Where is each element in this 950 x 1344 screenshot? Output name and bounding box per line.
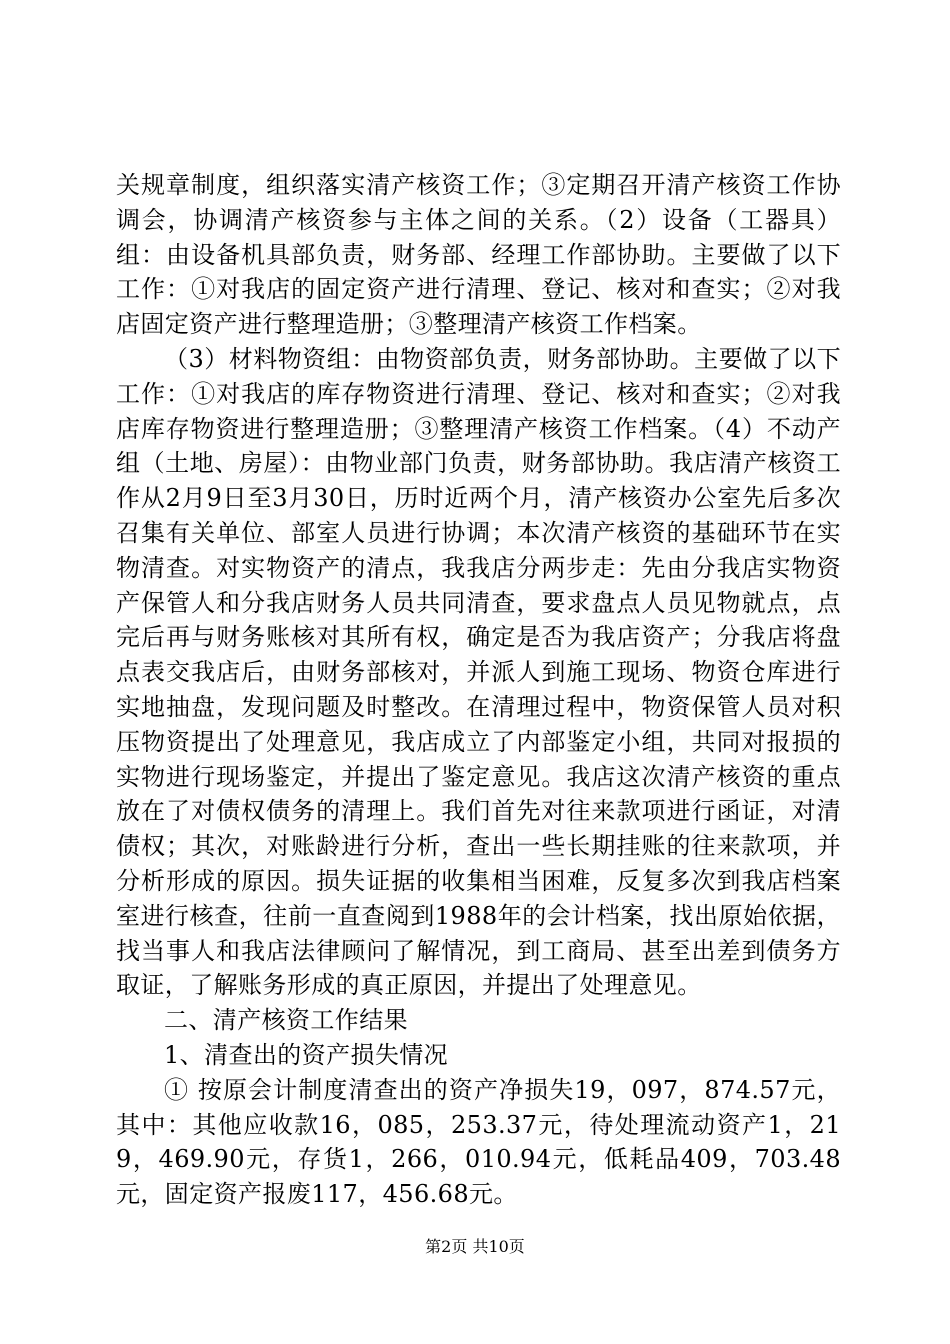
document-body xyxy=(116,168,841,1212)
section-heading-results: 二、清产核资工作结果 xyxy=(164,1006,408,1035)
subsection-heading-asset-losses: 1、清查出的资产损失情况 xyxy=(164,1040,449,1069)
paragraph-net-loss-figures: ① 按原会计制度清查出的资产净损失19，097，874.57元，其中：其他应收款16，085，253.37元，待处理流动资产1，219，469.90元，存货1，266，010.94元，低耗品409，703.48元，固定资产报废117，456.68元。 xyxy=(116,1075,841,1209)
page-number-footer: 第2页 共10页 xyxy=(425,1237,525,1256)
paragraph-equipment-group: 关规章制度，组织落实清产核资工作；③定期召开清产核资工作协调会，协调清产核资参与主体之间的关系。（2）设备（工器具）组：由设备机具部负责，财务部、经理工作部协助。主要做了以下工作：①对我店的固定资产进行清理、登记、核对和查实；②对我店固定资产进行整理造册；③整理清产核资工作档案。 xyxy=(116,171,841,339)
paragraph-materials-and-property: （3）材料物资组：由物资部负责，财务部协助。主要做了以下工作：①对我店的库存物资进行清理、登记、核对和查实；②对我店库存物资进行整理造册；③整理清产核资工作档案。（4）不动产组（土地、房屋）：由物业部门负责，财务部协助。我店清产核资工作从2月9日至3月30日，历时近两个月，清产核资办公室先后多次召集有关单位、部室人员进行协调；本次清产核资的基础环节在实物清查。对实物资产的清点，我我店分两步走：先由分我店实物资产保管人和分我店财务人员共同清查，要求盘点人员见物就点，点完后再与财务账核对其所有权，确定是否为我店资产；分我店将盘点表交我店后，由财务部核对，并派人到施工现场、物资仓库进行实地抽盘，发现问题及时整改。在清理过程中，物资保管人员对积压物资提出了处理意见，我店成立了内部鉴定小组，共同对报损的实物进行现场鉴定，并提出了鉴定意见。我店这次清产核资的重点放在了对债权债务的清理上。我们首先对往来款项进行函证，对清债权；其次，对账龄进行分析，查出一些长期挂账的往来款项，并分析形成的原因。损失证据的收集相当困难，反复多次到我店档案室进行核查，往前一直查阅到1988年的会计档案，找出原始依据，找当事人和我店法律顾问了解情况，到工商局、甚至出差到债务方取证，了解账务形成的真正原因，并提出了处理意见。 xyxy=(116,344,841,1000)
